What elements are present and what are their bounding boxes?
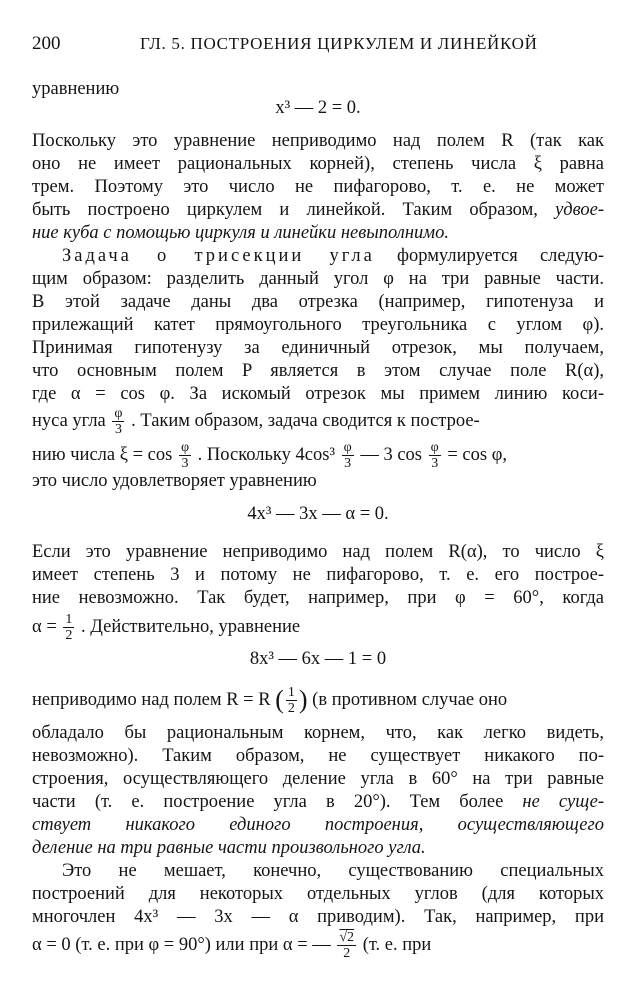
- equation-1: x³ — 2 = 0.: [275, 98, 361, 118]
- paren-close: ): [298, 684, 308, 714]
- fraction: [112, 406, 124, 437]
- text-line: [32, 406, 604, 437]
- fraction: [342, 440, 354, 471]
- text-run: = cos φ,: [447, 444, 508, 465]
- text-line: имеет степень 3 и потому не пифагорово, т. е. его построе-: [32, 565, 604, 585]
- fraction-denominator: 2: [287, 701, 295, 716]
- text-line: оно не имеет рациональных корней), степень числа ξ равна: [32, 154, 604, 174]
- text-line: [32, 930, 604, 961]
- italic-line: деление на три равные части произвольного угла.: [32, 838, 426, 858]
- text-line: щим образом: разделить данный угол φ на три равные части.: [32, 269, 604, 289]
- fraction-denominator: 3: [114, 422, 122, 437]
- fraction-numerator: φ: [180, 440, 190, 455]
- text-line: В этой задаче даны два отрезка (например, гипотенуза и: [32, 292, 604, 312]
- text-line: [32, 245, 604, 267]
- italic-run: удвое-: [555, 200, 604, 220]
- fraction-denominator: 2: [343, 946, 351, 961]
- equation-3: 8x³ — 6x — 1 = 0: [249, 649, 387, 669]
- text-run: нию числа ξ = cos: [32, 444, 173, 465]
- fraction-numerator: φ: [430, 440, 439, 455]
- fraction-denominator: 3: [344, 456, 352, 471]
- text-line: Это не мешает, конечно, существованию специальных: [62, 861, 604, 881]
- text-run: . Поскольку 4cos³: [197, 444, 335, 465]
- text-run: части (т. е. построение угла в 20°). Тем более: [32, 792, 504, 812]
- text-line: [32, 440, 604, 471]
- fraction-denominator: 3: [431, 456, 439, 471]
- text-line: что основным полем P является в этом случае поле R(α),: [32, 361, 604, 381]
- text-line: многочлен 4x³ — 3x — α приводим). Так, например, при: [32, 907, 604, 927]
- text-line: трем. Поэтому это число не пифагорово, т. е. не может: [32, 177, 604, 197]
- fraction: [429, 440, 441, 471]
- text-run: (в противном случае оно: [312, 689, 508, 710]
- text-run: — 3 cos: [360, 444, 423, 465]
- fraction-denominator: 2: [65, 628, 73, 643]
- text-line: [32, 612, 604, 643]
- text-run: быть построено циркулем и линейкой. Таким образом,: [32, 200, 538, 220]
- text-run: нуса угла: [32, 410, 106, 431]
- fraction-numerator: 1: [65, 612, 73, 627]
- text-line: прилежащий катет прямоугольного треугольника с углом φ).: [32, 315, 604, 335]
- text-run: формулируется следую-: [397, 246, 604, 266]
- text-run: . Действительно, уравнение: [81, 616, 301, 637]
- equation-2: 4x³ — 3x — α = 0.: [247, 504, 389, 524]
- text-run: . Таким образом, задача сводится к построе-: [131, 410, 480, 431]
- text-line: это число удовлетворяет уравнению: [32, 471, 317, 491]
- text-line: где α = cos φ. За искомый отрезок мы примем линию коси-: [32, 384, 604, 404]
- italic-line: ствует никакого единого построения, осуществляющего: [32, 815, 604, 835]
- text-line: [32, 199, 604, 221]
- text-line: ние невозможно. Так будет, например, при φ = 60°, когда: [32, 588, 604, 608]
- fraction: [179, 440, 191, 471]
- fraction-denominator: 3: [181, 456, 189, 471]
- text-run: α = 0 (т. е. при φ = 90°) или при α = —: [32, 934, 331, 955]
- text-run: α =: [32, 616, 57, 637]
- text-line: Если это уравнение неприводимо над полем R(α), то число ξ: [32, 542, 604, 562]
- text-line: построений для некоторых отдельных углов (для которых: [32, 884, 604, 904]
- fraction: [63, 612, 74, 643]
- fraction: [337, 930, 356, 961]
- fraction-numerator: φ: [343, 440, 352, 455]
- fraction-numerator: √2: [339, 930, 355, 945]
- fraction: [286, 685, 297, 716]
- paren-open: (: [275, 684, 284, 714]
- running-title: ГЛ. 5. ПОСТРОЕНИЯ ЦИРКУЛЕМ И ЛИНЕЙКОЙ: [140, 34, 538, 53]
- page-number: 200: [32, 33, 61, 54]
- text-run: неприводимо над полем R = R: [32, 689, 271, 710]
- spaced-run: Задача о трисекции угла: [62, 246, 375, 266]
- text-run: (т. е. при: [362, 934, 432, 955]
- text-line: Принимая гипотенузу за единичный отрезок, мы получаем,: [32, 338, 604, 358]
- text-line: уравнению: [32, 79, 120, 99]
- fraction-numerator: 1: [287, 685, 295, 700]
- text-line: обладало бы рациональным корнем, что, как легко видеть,: [32, 723, 604, 743]
- text-line: невозможно). Таким образом, не существует никакого по-: [32, 746, 604, 766]
- italic-run: не суще-: [522, 792, 604, 812]
- text-line: [32, 791, 604, 813]
- text-line: строения, осуществляющего деление угла в 60° на три равные: [32, 769, 604, 789]
- fraction-numerator: φ: [114, 406, 123, 421]
- text-line: [32, 685, 604, 716]
- text-line: Поскольку это уравнение неприводимо над полем R (так как: [32, 131, 604, 151]
- italic-line: ние куба с помощью циркуля и линейки невыполнимо.: [32, 223, 449, 243]
